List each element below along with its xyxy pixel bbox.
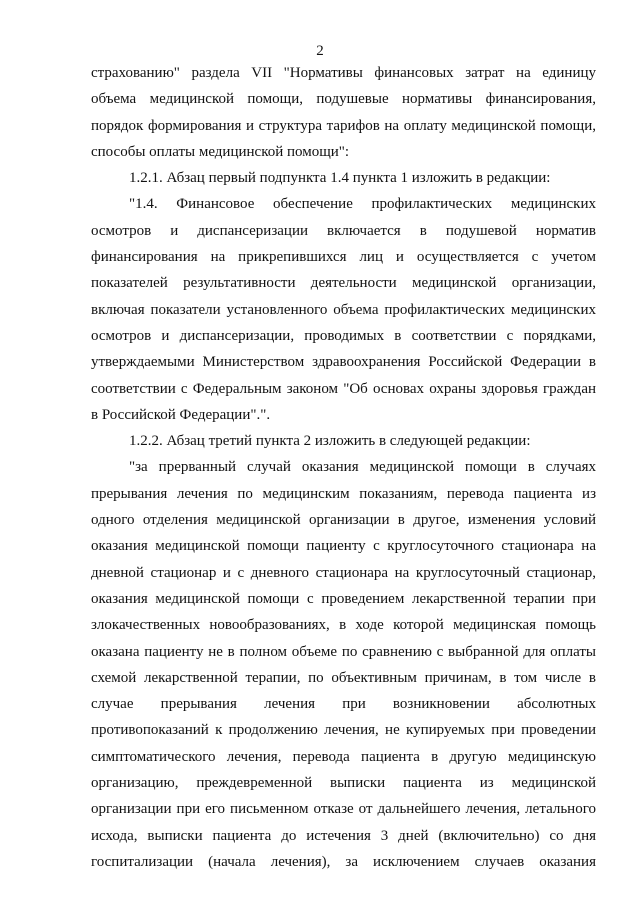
text-line: показателей результативности деятельности медицинской организации,: [91, 275, 596, 292]
text-line: одного отделения медицинской организации в другое, изменения условий: [91, 512, 596, 529]
text-line: госпитализации (начала лечения), за исключением случаев оказания: [91, 853, 596, 870]
paragraph-1-2-1: [91, 165, 596, 191]
text-line: дневной стационар и с дневного стационара на круглосуточный стационар,: [91, 564, 596, 581]
document-body: [91, 60, 596, 875]
text-line: симптоматического лечения, перевода пациента в другую медицинскую: [91, 748, 596, 765]
text-line: случае прерывания лечения при возникновении абсолютных: [91, 696, 596, 713]
text-line: оказана пациенту не в полном объеме по сравнению с выбранной для оплаты: [91, 643, 596, 660]
paragraph-continuation: [91, 60, 596, 165]
paragraph-1-2-2: [91, 428, 596, 454]
text-line: объема медицинской помощи, подушевые нормативы финансирования,: [91, 91, 596, 108]
text-line: утверждаемыми Министерством здравоохранения Российской Федерации в: [91, 354, 596, 371]
text-line: прерывания лечения по медицинским показаниям, перевода пациента из: [91, 485, 596, 502]
text-line: противопоказаний к продолжению лечения, не купируемых при проведении: [91, 722, 596, 739]
text-line: организацию, преждевременной выписки пациента из медицинской: [91, 775, 596, 792]
text-line: порядок формирования и структура тарифов на оплату медицинской помощи,: [91, 117, 596, 134]
paragraph-interrupted-case: [91, 454, 596, 875]
paragraph-1-4-quote: [91, 191, 596, 428]
text-line: 1.2.1. Абзац первый подпункта 1.4 пункта 1 изложить в редакции:: [129, 170, 551, 187]
text-line: страхованию" раздела VII "Нормативы финансовых затрат на единицу: [91, 65, 596, 81]
text-line: финансирования на прикрепившихся лиц и осуществляется с учетом: [91, 249, 596, 266]
text-line: соответствии с Федеральным законом "Об основах охраны здоровья граждан: [91, 380, 596, 397]
text-line: злокачественных новообразованиях, в ходе которой медицинская помощь: [91, 617, 596, 634]
text-line: осмотров и диспансеризации включается в подушевой норматив: [91, 222, 596, 239]
text-line: "1.4. Финансовое обеспечение профилактических медицинских: [129, 196, 596, 213]
text-line: 1.2.2. Абзац третий пункта 2 изложить в следующей редакции:: [129, 433, 531, 450]
text-line: схемой лекарственной терапии, по объективным причинам, в том числе в: [91, 669, 596, 686]
page-number: 2: [316, 43, 324, 59]
text-line: исхода, выписки пациента до истечения 3 дней (включительно) со дня: [91, 827, 596, 844]
text-line: оказания медицинской помощи с проведением лекарственной терапии при: [91, 590, 596, 607]
text-line: в Российской Федерации".".: [91, 406, 271, 423]
text-line: оказания медицинской помощи пациенту с круглосуточного стационара на: [91, 538, 596, 555]
text-line: осмотров и диспансеризации, проводимых в соответствии с порядками,: [91, 327, 596, 344]
text-line: "за прерванный случай оказания медицинской помощи в случаях: [129, 459, 596, 476]
text-line: способы оплаты медицинской помощи":: [91, 143, 350, 160]
text-line: включая показатели установленного объема профилактических медицинских: [91, 301, 596, 318]
text-line: организации при его письменном отказе от дальнейшего лечения, летального: [91, 801, 596, 818]
